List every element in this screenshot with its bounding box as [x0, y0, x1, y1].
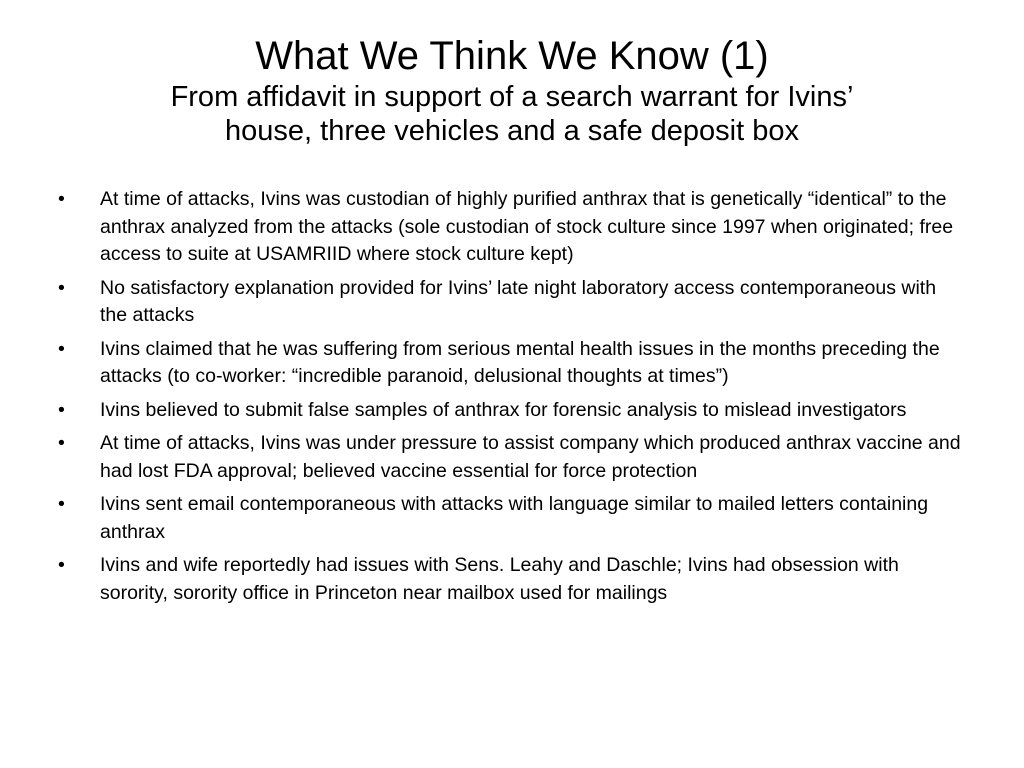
bullet-text: At time of attacks, Ivins was custodian of highly purified anthrax that is genetically “identical” to the anthrax analyzed from the attacks (sole custodian of stock culture since 1997 when originated; free access to suite at USAMRIID where stock culture kept): [100, 188, 954, 265]
bullet-dot-icon: •: [58, 432, 65, 454]
bullet-text: Ivins claimed that he was suffering from serious mental health issues in the months preceding the attacks (to co-worker: “incredible paranoid, delusional thoughts at times”): [100, 337, 940, 387]
slide-title: What We Think We Know (1): [255, 34, 769, 78]
bullet-item: [58, 336, 968, 391]
bullet-text: No satisfactory explanation provided for Ivins’ late night laboratory access contemporaneous with the attacks: [100, 276, 937, 326]
title-block: [60, 32, 964, 148]
slide-subtitle-line-2: house, three vehicles and a safe deposit box: [225, 115, 799, 147]
bullet-dot-icon: •: [58, 554, 65, 576]
bullet-dot-icon: •: [58, 337, 65, 360]
bullet-dot-icon: •: [58, 493, 65, 515]
bullet-dot-icon: •: [58, 398, 65, 421]
bullet-text: Ivins believed to submit false samples of anthrax for forensic analysis to mislead investigators: [100, 398, 907, 421]
bullet-item: [58, 491, 968, 546]
bullet-item: [58, 430, 968, 485]
bullet-item: [58, 186, 968, 269]
bullet-text: At time of attacks, Ivins was under pressure to assist company which produced anthrax vaccine and had lost FDA approval; believed vaccine essential for force protection: [100, 432, 961, 482]
bullet-item: [58, 552, 968, 607]
bullet-dot-icon: •: [58, 188, 65, 210]
bullet-text: Ivins sent email contemporaneous with attacks with language similar to mailed letters containing anthrax: [100, 493, 929, 543]
bullet-list: [58, 186, 968, 613]
bullet-item: [58, 275, 968, 330]
bullet-item: [58, 397, 968, 425]
bullet-text: Ivins and wife reportedly had issues with Sens. Leahy and Daschle; Ivins had obsession with sorority, sorority office in Princeton near mailbox used for mailings: [100, 554, 899, 604]
bullet-dot-icon: •: [58, 276, 65, 299]
slide-subtitle-line-1: From affidavit in support of a search warrant for Ivins’: [170, 81, 854, 113]
